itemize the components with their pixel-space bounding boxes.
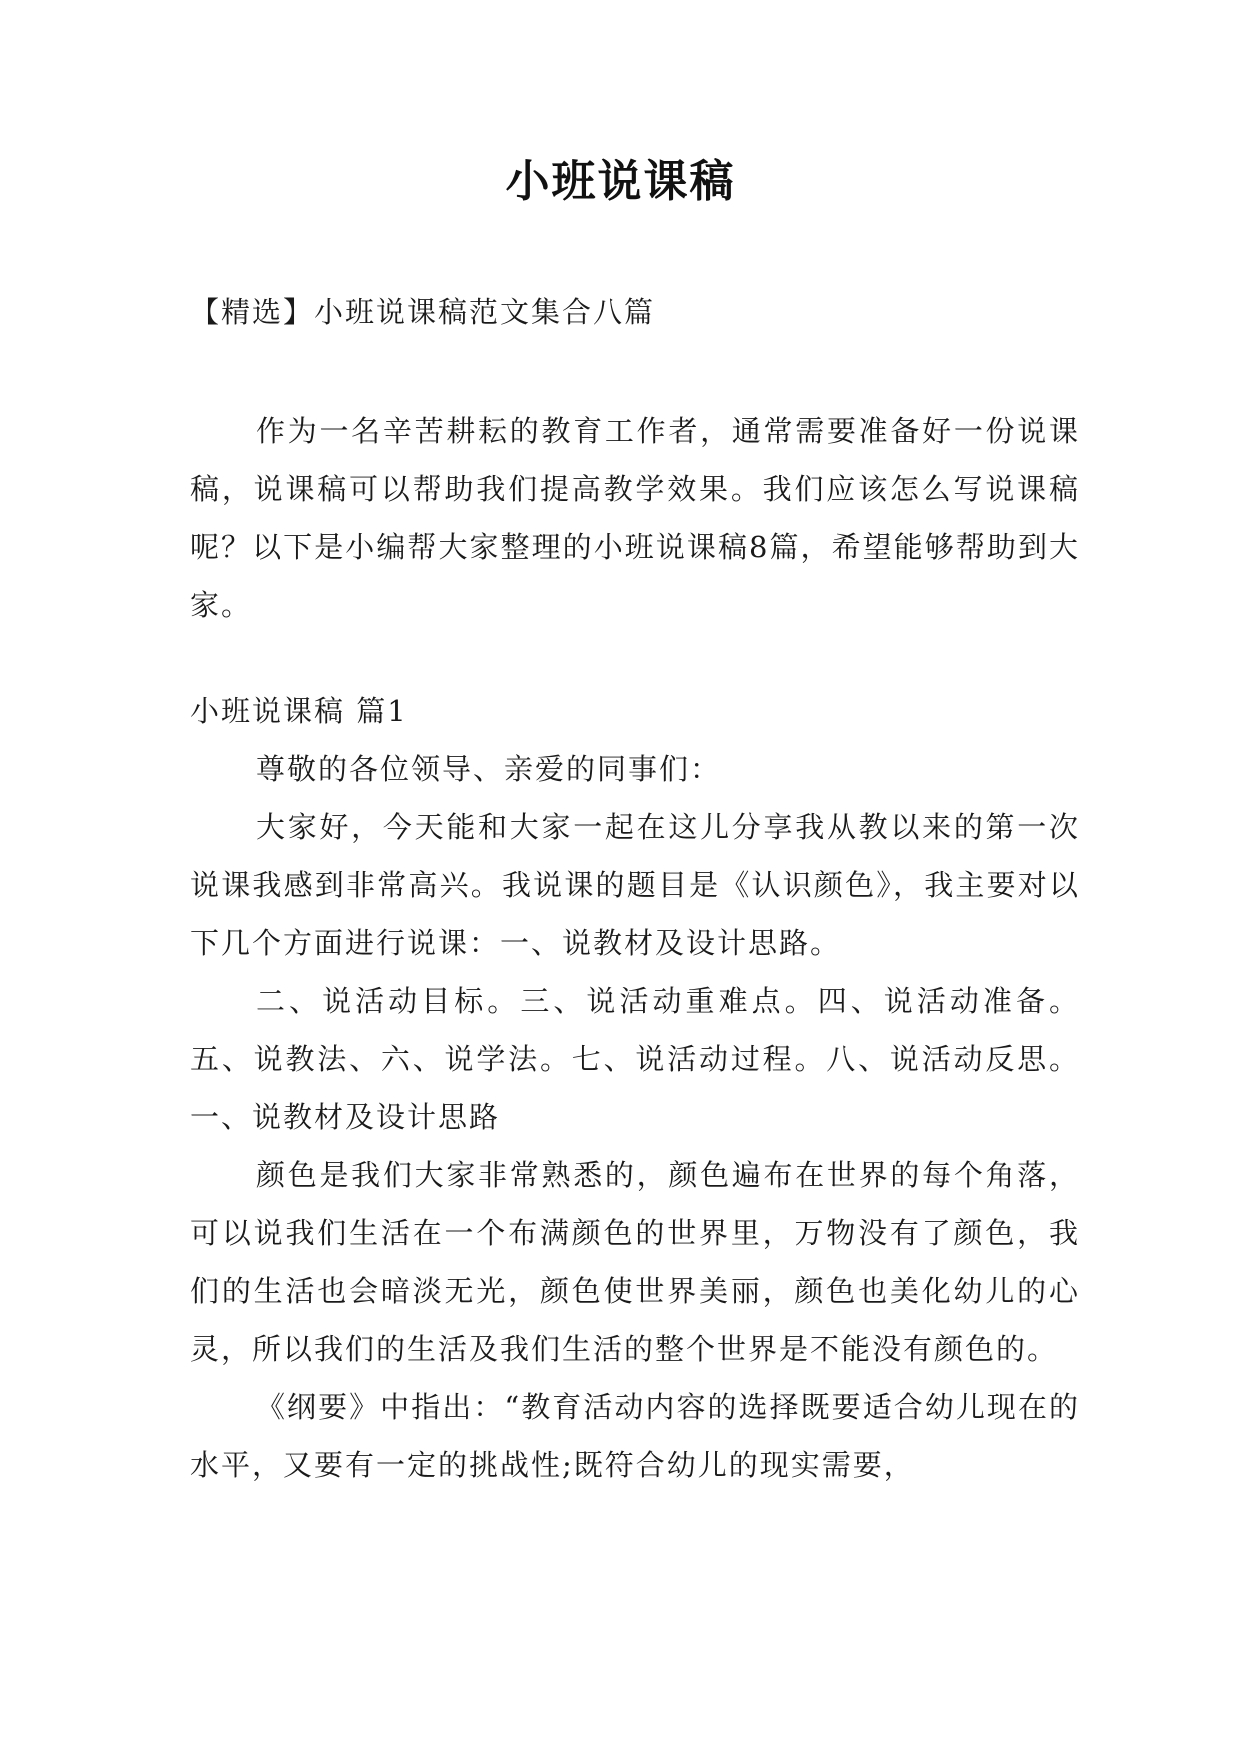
paragraph-outline: 二、说活动目标。三、说活动重难点。四、说活动准备。五、说教法、六、说学法。七、说活动过程。八、说活动反思。 一、说教材及设计思路 (190, 984, 1080, 1134)
paragraph-greeting: 尊敬的各位领导、亲爱的同事们： (256, 752, 722, 786)
section-heading: 小班说课稿 篇1 (190, 694, 408, 728)
paragraph-colors: 颜色是我们大家非常熟悉的，颜色遍布在世界的每个角落，可以说我们生活在一个布满颜色的世界里，万物没有了颜色，我们的生活也会暗淡无光，颜色使世界美丽，颜色也美化幼儿的心灵，所以我们的生活及我们生活的整个世界是不能没有颜色的。 (190, 1158, 1080, 1366)
document-title: 小班说课稿 (505, 156, 736, 207)
document-subtitle: 【精选】小班说课稿范文集合八篇 (190, 295, 656, 329)
intro-paragraph: 作为一名辛苦耕耘的教育工作者，通常需要准备好一份说课稿，说课稿可以帮助我们提高教学效果。我们应该怎么写说课稿呢？以下是小编帮大家整理的小班说课稿8篇，希望能够帮助到大家。 (190, 414, 1080, 622)
document-body (190, 402, 1080, 1494)
paragraph-opening: 大家好，今天能和大家一起在这儿分享我从教以来的第一次说课我感到非常高兴。我说课的题目是《认识颜色》，我主要对以下几个方面进行说课：一、说教材及设计思路。 (190, 810, 1080, 960)
paragraph-guideline: 《纲要》中指出：“教育活动内容的选择既要适合幼儿现在的水平，又要有一定的挑战性;既符合幼儿的现实需要， (190, 1390, 1080, 1482)
